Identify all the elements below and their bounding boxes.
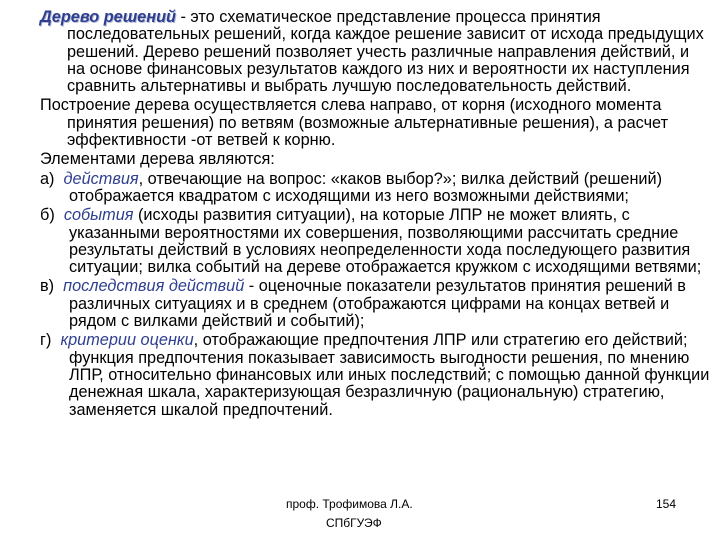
definition-term: Дерево решений (40, 8, 176, 26)
list-term: последствия действий (63, 277, 245, 296)
footer-author: проф. Трофимова Л.А. (286, 497, 413, 511)
list-text: , отвечающие на вопрос: «каков выбор?»; вилка действий (решений) отображается квадратом с исходящими из него возможными действиями; (69, 169, 663, 205)
list-text: , отображающие предпочтения ЛПР или стратегию его действий; функция предпочтения показывает зависимость выгодности решения, по мнению ЛПР, относительно финансовых или иных последствий; с помощью данной функции денежная шкала, характеризующая безразличную (рациональную) стратегию, заменяется шкалой предпочтений. (69, 331, 710, 419)
list-item-b (40, 207, 710, 276)
list-item-d (40, 332, 710, 418)
list-item-a (40, 171, 710, 206)
footer-org: СПбГУЭФ (326, 516, 382, 530)
definition-text: - это схематическое представление процесса принятия последовательных решений, когда каждое решение зависит от исхода предыдущих решений. Дерево решений позволяет учесть различные направления действий, и на основе финансовых результатов каждого из них и вероятности их наступления сравнить альтернативы и выбрать лучшую последовательность действий. (67, 8, 704, 96)
construction-paragraph: Построение дерева осуществляется слева направо, от корня (исходного момента принятия решения) по ветвям (возможные альтернативные решения), а расчет эффективности -от ветвей к корню. (40, 96, 669, 150)
list-text: - оценочные показатели результатов принятия решений в различных ситуациях и в среднем (отображаются цифрами на концах ветвей и рядом с вилками действий и событий); (69, 277, 686, 331)
list-marker: в) (40, 277, 55, 296)
list-term: критерии оценки (60, 331, 194, 350)
list-item-c (40, 278, 710, 330)
elements-intro: Элементами дерева являются: (40, 150, 275, 169)
list-term: действия (63, 169, 139, 188)
slide-content (40, 9, 710, 421)
list-marker: а) (40, 169, 55, 188)
list-marker: г) (40, 331, 52, 350)
page-number: 154 (656, 497, 677, 511)
list-text: (исходы развития ситуации), на которые ЛПР не может влиять, с указанными вероятностями их совершения, позволяющими рассчитать средние результаты действий в условиях неопределенности хода последующего развития ситуации; вилка событий на дереве отображается кружком с исходящими ветвями; (69, 206, 702, 277)
list-term: события (63, 206, 134, 225)
definition-paragraph (40, 9, 710, 95)
list-marker: б) (40, 206, 55, 225)
